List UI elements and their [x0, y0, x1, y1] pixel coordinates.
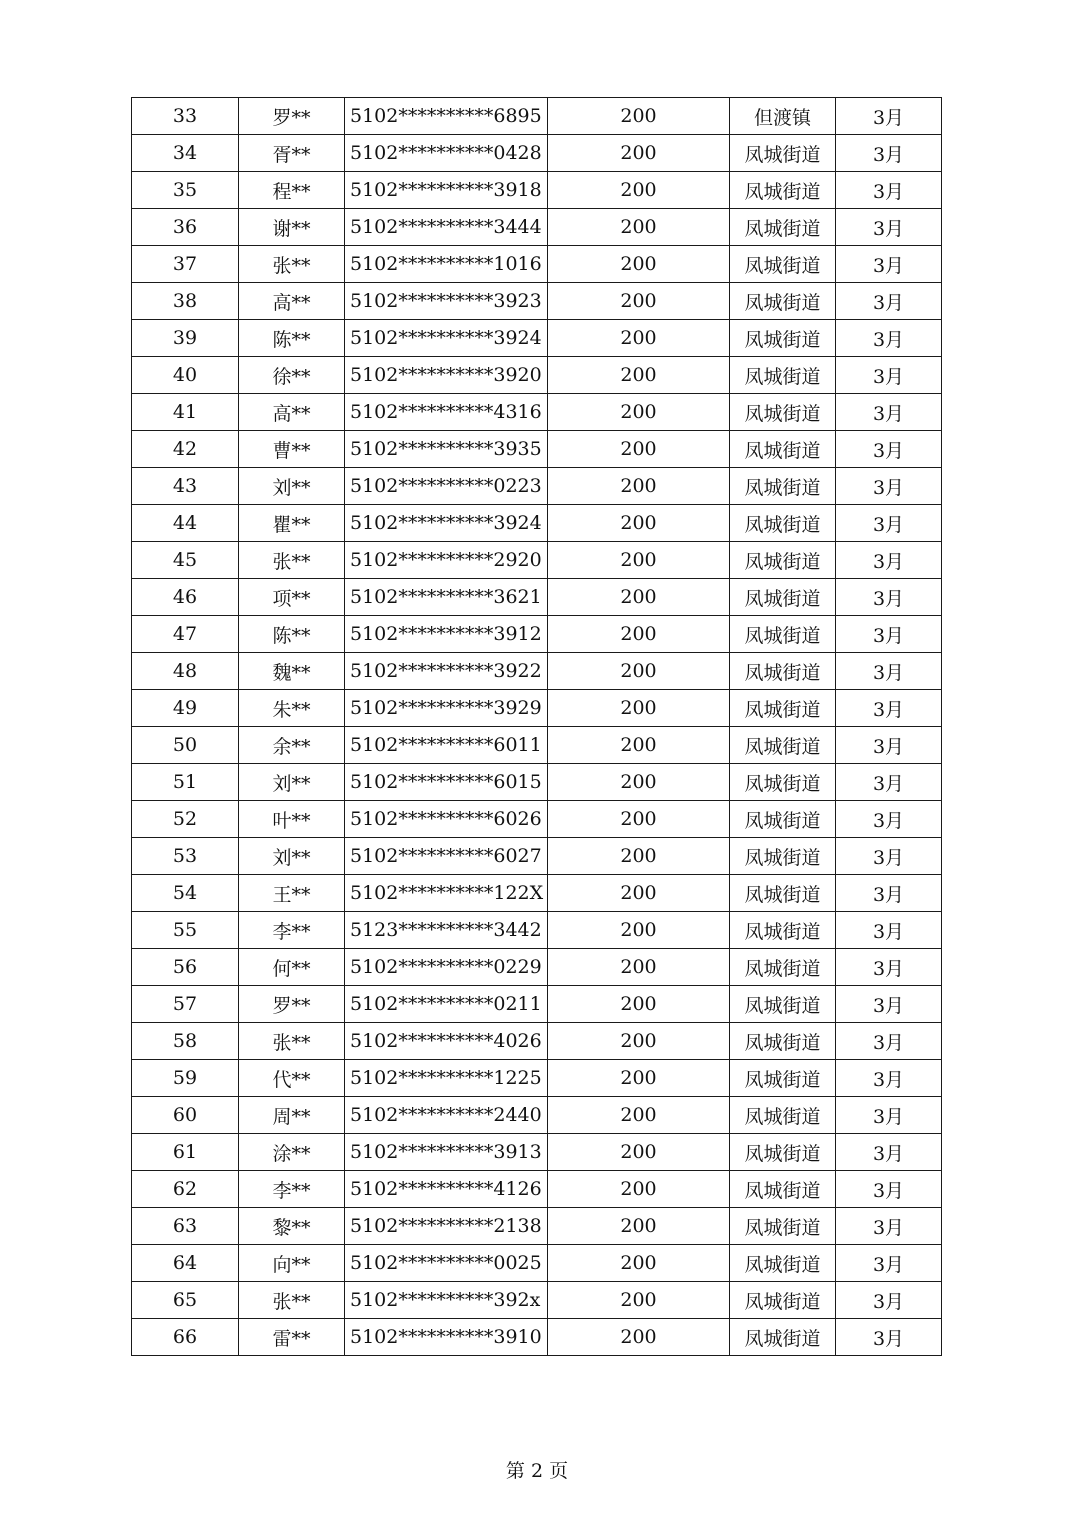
name-cell: 张**	[239, 246, 345, 283]
table-row	[132, 283, 942, 320]
name-cell: 叶**	[239, 801, 345, 838]
town-cell: 凤城街道	[730, 209, 836, 246]
amount-cell: 200	[548, 320, 730, 357]
table-row	[132, 209, 942, 246]
seq-cell: 54	[132, 875, 239, 912]
name-cell: 张**	[239, 1023, 345, 1060]
amount-cell: 200	[548, 1245, 730, 1282]
town-cell: 凤城街道	[730, 875, 836, 912]
table-row	[132, 801, 942, 838]
amount-cell: 200	[548, 690, 730, 727]
town-cell: 凤城街道	[730, 357, 836, 394]
table-row	[132, 1097, 942, 1134]
table-row	[132, 172, 942, 209]
name-cell: 周**	[239, 1097, 345, 1134]
month-cell: 3月	[836, 209, 942, 246]
town-cell: 凤城街道	[730, 579, 836, 616]
table-row	[132, 1208, 942, 1245]
id-number-cell: 5102**********6026	[345, 801, 548, 838]
month-cell: 3月	[836, 690, 942, 727]
id-number-cell: 5102**********0229	[345, 949, 548, 986]
town-cell: 凤城街道	[730, 838, 836, 875]
table-row	[132, 1245, 942, 1282]
amount-cell: 200	[548, 1023, 730, 1060]
month-cell: 3月	[836, 505, 942, 542]
amount-cell: 200	[548, 875, 730, 912]
name-cell: 李**	[239, 1171, 345, 1208]
seq-cell: 42	[132, 431, 239, 468]
table-row	[132, 320, 942, 357]
amount-cell: 200	[548, 1171, 730, 1208]
seq-cell: 35	[132, 172, 239, 209]
id-number-cell: 5102**********6015	[345, 764, 548, 801]
town-cell: 凤城街道	[730, 764, 836, 801]
amount-cell: 200	[548, 209, 730, 246]
id-number-cell: 5102**********3924	[345, 320, 548, 357]
amount-cell: 200	[548, 801, 730, 838]
seq-cell: 37	[132, 246, 239, 283]
name-cell: 刘**	[239, 838, 345, 875]
amount-cell: 200	[548, 764, 730, 801]
name-cell: 朱**	[239, 690, 345, 727]
town-cell: 凤城街道	[730, 394, 836, 431]
town-cell: 凤城街道	[730, 246, 836, 283]
month-cell: 3月	[836, 1319, 942, 1356]
seq-cell: 65	[132, 1282, 239, 1319]
table-row	[132, 1282, 942, 1319]
town-cell: 凤城街道	[730, 135, 836, 172]
seq-cell: 47	[132, 616, 239, 653]
town-cell: 凤城街道	[730, 505, 836, 542]
seq-cell: 62	[132, 1171, 239, 1208]
name-cell: 张**	[239, 1282, 345, 1319]
month-cell: 3月	[836, 357, 942, 394]
month-cell: 3月	[836, 172, 942, 209]
name-cell: 余**	[239, 727, 345, 764]
amount-cell: 200	[548, 579, 730, 616]
id-number-cell: 5102**********2920	[345, 542, 548, 579]
id-number-cell: 5102**********3444	[345, 209, 548, 246]
town-cell: 凤城街道	[730, 653, 836, 690]
name-cell: 高**	[239, 283, 345, 320]
name-cell: 刘**	[239, 468, 345, 505]
month-cell: 3月	[836, 986, 942, 1023]
town-cell: 凤城街道	[730, 801, 836, 838]
id-number-cell: 5102**********3621	[345, 579, 548, 616]
month-cell: 3月	[836, 579, 942, 616]
data-table	[131, 97, 942, 1356]
name-cell: 陈**	[239, 616, 345, 653]
table-row	[132, 727, 942, 764]
table-row	[132, 690, 942, 727]
seq-cell: 59	[132, 1060, 239, 1097]
amount-cell: 200	[548, 949, 730, 986]
seq-cell: 43	[132, 468, 239, 505]
seq-cell: 33	[132, 98, 239, 135]
seq-cell: 46	[132, 579, 239, 616]
seq-cell: 38	[132, 283, 239, 320]
id-number-cell: 5102**********0025	[345, 1245, 548, 1282]
town-cell: 凤城街道	[730, 1208, 836, 1245]
month-cell: 3月	[836, 912, 942, 949]
amount-cell: 200	[548, 727, 730, 764]
id-number-cell: 5102**********3929	[345, 690, 548, 727]
name-cell: 李**	[239, 912, 345, 949]
id-number-cell: 5102**********3918	[345, 172, 548, 209]
name-cell: 高**	[239, 394, 345, 431]
town-cell: 凤城街道	[730, 1245, 836, 1282]
seq-cell: 44	[132, 505, 239, 542]
town-cell: 凤城街道	[730, 1097, 836, 1134]
amount-cell: 200	[548, 1282, 730, 1319]
month-cell: 3月	[836, 135, 942, 172]
month-cell: 3月	[836, 98, 942, 135]
id-number-cell: 5102**********4316	[345, 394, 548, 431]
id-number-cell: 5102**********2440	[345, 1097, 548, 1134]
seq-cell: 41	[132, 394, 239, 431]
id-number-cell: 5102**********3920	[345, 357, 548, 394]
seq-cell: 57	[132, 986, 239, 1023]
name-cell: 谢**	[239, 209, 345, 246]
month-cell: 3月	[836, 727, 942, 764]
seq-cell: 45	[132, 542, 239, 579]
seq-cell: 50	[132, 727, 239, 764]
table-row	[132, 1023, 942, 1060]
town-cell: 凤城街道	[730, 1319, 836, 1356]
amount-cell: 200	[548, 616, 730, 653]
month-cell: 3月	[836, 320, 942, 357]
name-cell: 代**	[239, 1060, 345, 1097]
seq-cell: 40	[132, 357, 239, 394]
seq-cell: 60	[132, 1097, 239, 1134]
amount-cell: 200	[548, 1134, 730, 1171]
name-cell: 徐**	[239, 357, 345, 394]
town-cell: 凤城街道	[730, 912, 836, 949]
amount-cell: 200	[548, 1319, 730, 1356]
town-cell: 凤城街道	[730, 1282, 836, 1319]
name-cell: 魏**	[239, 653, 345, 690]
month-cell: 3月	[836, 283, 942, 320]
amount-cell: 200	[548, 431, 730, 468]
id-number-cell: 5102**********3924	[345, 505, 548, 542]
table-row	[132, 1319, 942, 1356]
page-number: 第 2 页	[505, 1460, 569, 1482]
table-row	[132, 653, 942, 690]
seq-cell: 56	[132, 949, 239, 986]
table-row	[132, 616, 942, 653]
amount-cell: 200	[548, 98, 730, 135]
town-cell: 凤城街道	[730, 616, 836, 653]
table-row	[132, 98, 942, 135]
id-number-cell: 5102**********6011	[345, 727, 548, 764]
table-row	[132, 357, 942, 394]
table-row	[132, 394, 942, 431]
name-cell: 张**	[239, 542, 345, 579]
seq-cell: 52	[132, 801, 239, 838]
month-cell: 3月	[836, 949, 942, 986]
seq-cell: 34	[132, 135, 239, 172]
id-number-cell: 5102**********392x	[345, 1282, 548, 1319]
month-cell: 3月	[836, 542, 942, 579]
month-cell: 3月	[836, 431, 942, 468]
name-cell: 瞿**	[239, 505, 345, 542]
seq-cell: 58	[132, 1023, 239, 1060]
town-cell: 凤城街道	[730, 431, 836, 468]
name-cell: 程**	[239, 172, 345, 209]
id-number-cell: 5102**********6027	[345, 838, 548, 875]
amount-cell: 200	[548, 283, 730, 320]
amount-cell: 200	[548, 838, 730, 875]
id-number-cell: 5102**********4126	[345, 1171, 548, 1208]
name-cell: 陈**	[239, 320, 345, 357]
amount-cell: 200	[548, 172, 730, 209]
seq-cell: 55	[132, 912, 239, 949]
town-cell: 凤城街道	[730, 172, 836, 209]
month-cell: 3月	[836, 838, 942, 875]
id-number-cell: 5102**********3922	[345, 653, 548, 690]
town-cell: 凤城街道	[730, 1171, 836, 1208]
month-cell: 3月	[836, 875, 942, 912]
amount-cell: 200	[548, 1208, 730, 1245]
table-row	[132, 949, 942, 986]
seq-cell: 61	[132, 1134, 239, 1171]
name-cell: 王**	[239, 875, 345, 912]
town-cell: 凤城街道	[730, 690, 836, 727]
month-cell: 3月	[836, 616, 942, 653]
amount-cell: 200	[548, 468, 730, 505]
month-cell: 3月	[836, 1245, 942, 1282]
name-cell: 项**	[239, 579, 345, 616]
table-row	[132, 912, 942, 949]
town-cell: 凤城街道	[730, 1134, 836, 1171]
seq-cell: 49	[132, 690, 239, 727]
seq-cell: 66	[132, 1319, 239, 1356]
month-cell: 3月	[836, 653, 942, 690]
id-number-cell: 5102**********6895	[345, 98, 548, 135]
name-cell: 罗**	[239, 98, 345, 135]
name-cell: 黎**	[239, 1208, 345, 1245]
table-row	[132, 542, 942, 579]
month-cell: 3月	[836, 1208, 942, 1245]
month-cell: 3月	[836, 801, 942, 838]
amount-cell: 200	[548, 135, 730, 172]
id-number-cell: 5102**********2138	[345, 1208, 548, 1245]
amount-cell: 200	[548, 357, 730, 394]
town-cell: 凤城街道	[730, 1023, 836, 1060]
table-row	[132, 986, 942, 1023]
table-row	[132, 135, 942, 172]
seq-cell: 51	[132, 764, 239, 801]
month-cell: 3月	[836, 1023, 942, 1060]
amount-cell: 200	[548, 1060, 730, 1097]
month-cell: 3月	[836, 246, 942, 283]
seq-cell: 63	[132, 1208, 239, 1245]
table-row	[132, 579, 942, 616]
seq-cell: 39	[132, 320, 239, 357]
id-number-cell: 5102**********0223	[345, 468, 548, 505]
seq-cell: 36	[132, 209, 239, 246]
name-cell: 向**	[239, 1245, 345, 1282]
town-cell: 凤城街道	[730, 542, 836, 579]
month-cell: 3月	[836, 1282, 942, 1319]
table-row	[132, 246, 942, 283]
town-cell: 但渡镇	[730, 98, 836, 135]
name-cell: 雷**	[239, 1319, 345, 1356]
seq-cell: 53	[132, 838, 239, 875]
town-cell: 凤城街道	[730, 986, 836, 1023]
month-cell: 3月	[836, 1171, 942, 1208]
name-cell: 曹**	[239, 431, 345, 468]
seq-cell: 64	[132, 1245, 239, 1282]
amount-cell: 200	[548, 986, 730, 1023]
name-cell: 刘**	[239, 764, 345, 801]
amount-cell: 200	[548, 542, 730, 579]
id-number-cell: 5102**********1016	[345, 246, 548, 283]
table-row	[132, 1171, 942, 1208]
month-cell: 3月	[836, 1097, 942, 1134]
id-number-cell: 5102**********3910	[345, 1319, 548, 1356]
amount-cell: 200	[548, 912, 730, 949]
id-number-cell: 5102**********0211	[345, 986, 548, 1023]
town-cell: 凤城街道	[730, 468, 836, 505]
table-row	[132, 1060, 942, 1097]
amount-cell: 200	[548, 653, 730, 690]
id-number-cell: 5123**********3442	[345, 912, 548, 949]
table-row	[132, 1134, 942, 1171]
town-cell: 凤城街道	[730, 727, 836, 764]
month-cell: 3月	[836, 1134, 942, 1171]
month-cell: 3月	[836, 394, 942, 431]
town-cell: 凤城街道	[730, 949, 836, 986]
id-number-cell: 5102**********0428	[345, 135, 548, 172]
town-cell: 凤城街道	[730, 283, 836, 320]
name-cell: 何**	[239, 949, 345, 986]
table-body	[132, 98, 942, 1356]
amount-cell: 200	[548, 394, 730, 431]
month-cell: 3月	[836, 764, 942, 801]
table-row	[132, 838, 942, 875]
name-cell: 胥**	[239, 135, 345, 172]
table-row	[132, 505, 942, 542]
id-number-cell: 5102**********3935	[345, 431, 548, 468]
month-cell: 3月	[836, 1060, 942, 1097]
town-cell: 凤城街道	[730, 1060, 836, 1097]
seq-cell: 48	[132, 653, 239, 690]
name-cell: 罗**	[239, 986, 345, 1023]
month-cell: 3月	[836, 468, 942, 505]
amount-cell: 200	[548, 505, 730, 542]
table-row	[132, 875, 942, 912]
table-row	[132, 431, 942, 468]
table-row	[132, 764, 942, 801]
id-number-cell: 5102**********3913	[345, 1134, 548, 1171]
id-number-cell: 5102**********3923	[345, 283, 548, 320]
table-row	[132, 468, 942, 505]
name-cell: 涂**	[239, 1134, 345, 1171]
id-number-cell: 5102**********122X	[345, 875, 548, 912]
amount-cell: 200	[548, 246, 730, 283]
id-number-cell: 5102**********3912	[345, 616, 548, 653]
id-number-cell: 5102**********1225	[345, 1060, 548, 1097]
amount-cell: 200	[548, 1097, 730, 1134]
id-number-cell: 5102**********4026	[345, 1023, 548, 1060]
town-cell: 凤城街道	[730, 320, 836, 357]
